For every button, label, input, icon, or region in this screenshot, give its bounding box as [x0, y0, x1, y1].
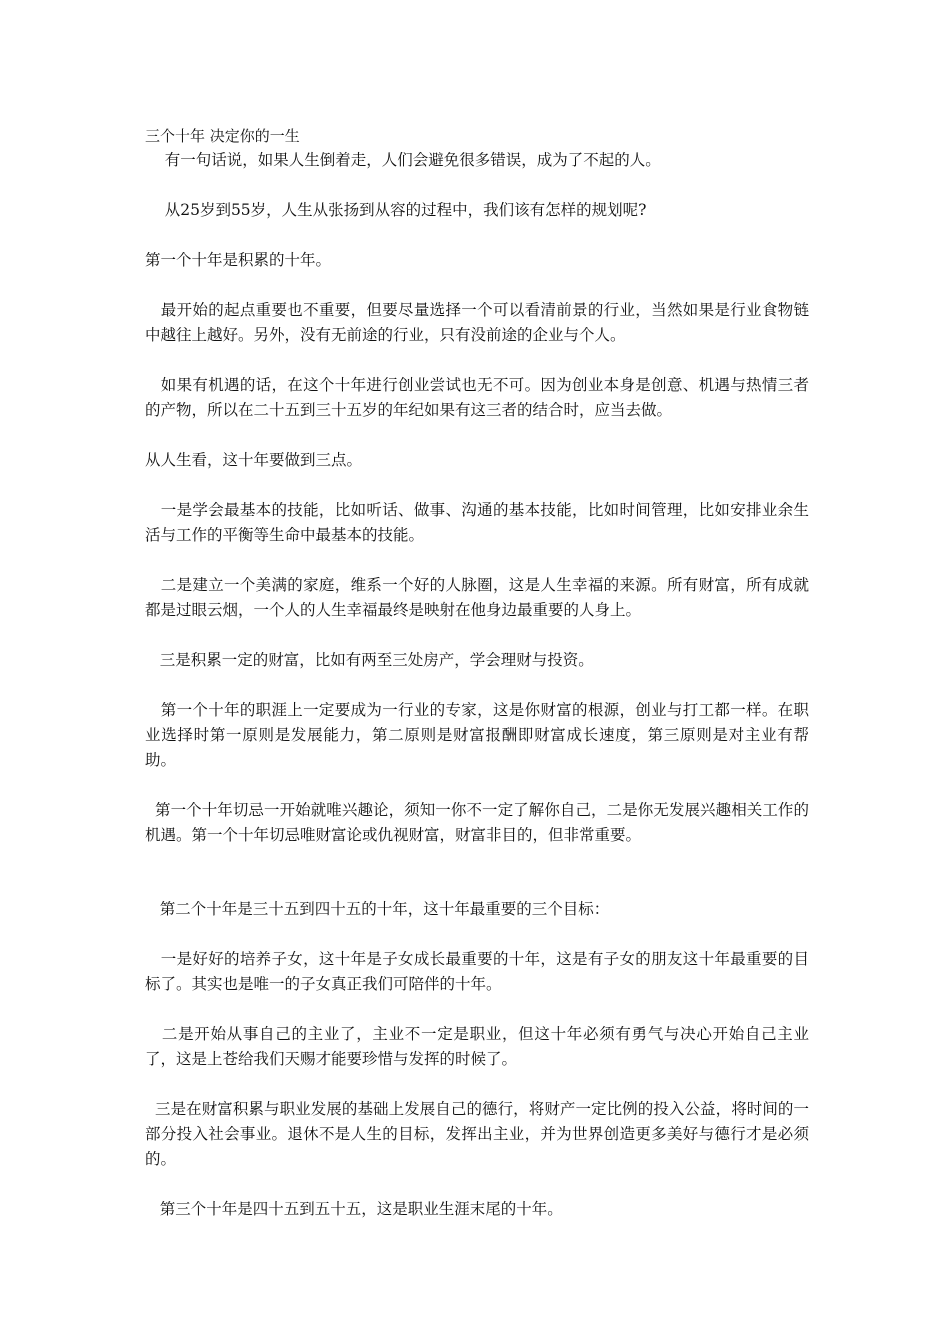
heading-third-decade: 第三个十年是四十五到五十五，这是职业生涯末尾的十年。 [145, 1200, 563, 1218]
paragraph-three-points: 从人生看，这十年要做到三点。 [145, 451, 363, 469]
paragraph-point-two: 二是建立一个美满的家庭，维系一个好的人脉圈，这是人生幸福的来源。所有财富，所有成就都是过眼云烟，一个人的人生幸福最终是映射在他身边最重要的人身上。 [145, 576, 810, 619]
heading-first-decade: 第一个十年是积累的十年。 [145, 251, 332, 269]
heading-second-decade: 第二个十年是三十五到四十五的十年，这十年最重要的三个目标： [145, 900, 610, 918]
document-title: 三个十年 决定你的一生 [145, 127, 300, 145]
paragraph-virtue: 三是在财富积累与职业发展的基础上发展自己的德行，将财产一定比例的投入公益，将时间的一部分投入社会事业。退休不是人生的目标，发挥出主业，并为世界创造更多美好与德行才是必须的。 [145, 1100, 809, 1168]
paragraph-point-one: 一是学会最基本的技能，比如听话、做事、沟通的基本技能，比如时间管理，比如安排业余生活与工作的平衡等生命中最基本的技能。 [145, 501, 810, 544]
paragraph-question: 从25岁到55岁，人生从张扬到从容的过程中，我们该有怎样的规划呢? [145, 201, 647, 219]
paragraph-intro: 有一句话说，如果人生倒着走，人们会避免很多错误，成为了不起的人。 [145, 151, 661, 169]
paragraph-children: 一是好好的培养子女，这十年是子女成长最重要的十年，这是有子女的朋友这十年最重要的目标了。其实也是唯一的子女真正我们可陪伴的十年。 [145, 950, 810, 993]
paragraph-career-expert: 第一个十年的职涯上一定要成为一行业的专家，这是你财富的根源，创业与打工都一样。在职业选择时第一原则是发展能力，第二原则是财富报酬即财富成长速度，第三原则是对主业有帮助。 [145, 701, 810, 769]
paragraph-main-career: 二是开始从事自己的主业了，主业不一定是职业，但这十年必须有勇气与决心开始自己主业了，这是上苍给我们天赐才能要珍惜与发挥的时候了。 [145, 1025, 809, 1068]
paragraph-cautions: 第一个十年切忌一开始就唯兴趣论，须知一你不一定了解你自己，二是你无发展兴趣相关工作的机遇。第一个十年切忌唯财富论或仇视财富，财富非目的，但非常重要。 [145, 801, 809, 844]
paragraph-starting-point: 最开始的起点重要也不重要，但要尽量选择一个可以看清前景的行业，当然如果是行业食物链中越往上越好。另外，没有无前途的行业，只有没前途的企业与个人。 [145, 301, 810, 344]
paragraph-entrepreneurship: 如果有机遇的话，在这个十年进行创业尝试也无不可。因为创业本身是创意、机遇与热情三者的产物，所以在二十五到三十五岁的年纪如果有这三者的结合时，应当去做。 [145, 376, 810, 419]
document-body [145, 126, 809, 1222]
paragraph-point-three: 三是积累一定的财富，比如有两至三处房产，学会理财与投资。 [145, 651, 594, 669]
